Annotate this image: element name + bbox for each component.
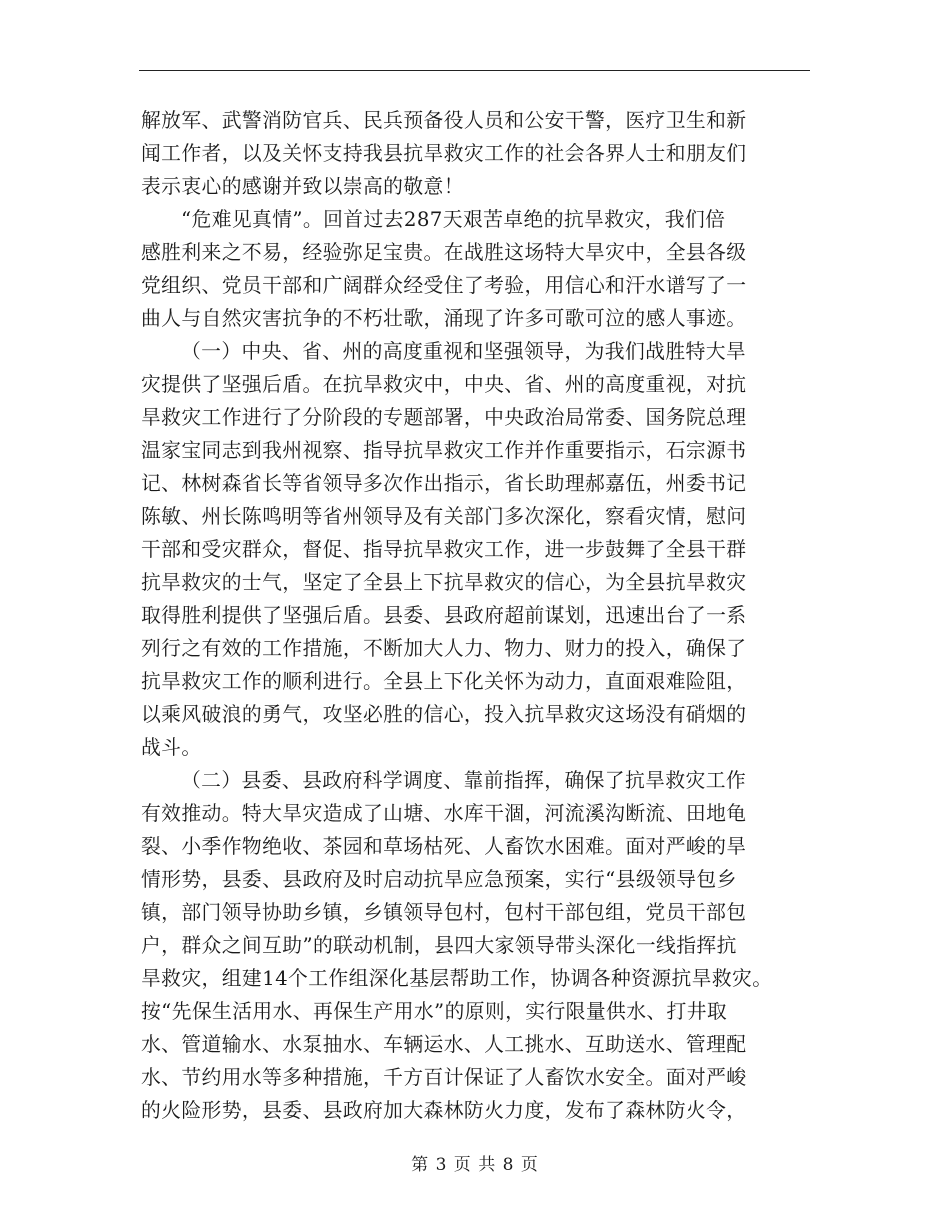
body-line-25: 镇，部门领导协助乡镇，乡镇领导包村，包村干部包组，党员干部包 <box>141 901 747 924</box>
body-line-20: 战斗。 <box>141 736 202 759</box>
body-line-27: 旱救灾，组建14个工作组深化基层帮助工作，协调各种资源抗旱救灾。 <box>141 967 773 990</box>
body-line-12: 记、林树森省长等省领导多次作出指示，省长助理郝嘉伍，州委书记 <box>141 472 747 495</box>
header-rule <box>139 70 810 71</box>
body-line-01: 解放军、武警消防官兵、民兵预备役人员和公安干警，医疗卫生和新 <box>141 109 747 132</box>
body-line-29: 水、管道输水、水泵抽水、车辆运水、人工挑水、互助送水、管理配 <box>141 1033 747 1056</box>
body-line-31: 的火险形势，县委、县政府加大森林防火力度，发布了森林防火令， <box>141 1099 747 1122</box>
body-line-03: 表示衷心的感谢并致以崇高的敬意！ <box>141 175 464 198</box>
body-line-22: 有效推动。特大旱灾造成了山塘、水库干涸，河流溪沟断流、田地龟 <box>141 802 747 825</box>
body-line-02: 闻工作者，以及关怀支持我县抗旱救灾工作的社会各界人士和朋友们 <box>141 142 747 165</box>
body-line-18: 抗旱救灾工作的顺利进行。全县上下化关怀为动力，直面艰难险阻， <box>141 670 747 693</box>
page-number-footer: 第 3 页 共 8 页 <box>411 1155 539 1175</box>
body-line-24: 情形势，县委、县政府及时启动抗旱应急预案，实行“县级领导包乡 <box>141 868 737 891</box>
body-line-19: 以乘风破浪的勇气，攻坚必胜的信心，投入抗旱救灾这场没有硝烟的 <box>141 703 747 726</box>
body-line-09: 灾提供了坚强后盾。在抗旱救灾中，中央、省、州的高度重视，对抗 <box>141 373 747 396</box>
body-line-30: 水、节约用水等多种措施，千方百计保证了人畜饮水安全。面对严峻 <box>141 1066 747 1089</box>
body-line-10: 旱救灾工作进行了分阶段的专题部署，中央政治局常委、国务院总理 <box>141 406 747 429</box>
body-line-11: 温家宝同志到我州视察、指导抗旱救灾工作并作重要指示，石宗源书 <box>141 439 747 462</box>
body-line-04: “危难见真情”。回首过去287天艰苦卓绝的抗旱救灾，我们倍 <box>181 208 726 231</box>
body-line-16: 取得胜利提供了坚强后盾。县委、县政府超前谋划，迅速出台了一系 <box>141 604 747 627</box>
body-line-21: （二）县委、县政府科学调度、靠前指挥，确保了抗旱救灾工作 <box>181 769 747 792</box>
body-line-26: 户，群众之间互助”的联动机制，县四大家领导带头深化一线指挥抗 <box>141 934 737 957</box>
body-line-14: 干部和受灾群众，督促、指导抗旱救灾工作，进一步鼓舞了全县干群 <box>141 538 747 561</box>
body-line-05: 感胜利来之不易，经验弥足宝贵。在战胜这场特大旱灾中，全县各级 <box>141 241 747 264</box>
body-line-28: 按“先保生活用水、再保生产用水”的原则，实行限量供水、打井取 <box>141 1000 728 1023</box>
body-line-17: 列行之有效的工作措施，不断加大人力、物力、财力的投入，确保了 <box>141 637 747 660</box>
body-line-15: 抗旱救灾的士气，坚定了全县上下抗旱救灾的信心，为全县抗旱救灾 <box>141 571 747 594</box>
body-line-07: 曲人与自然灾害抗争的不朽壮歌，涌现了许多可歌可泣的感人事迹。 <box>141 307 747 330</box>
body-line-06: 党组织、党员干部和广阔群众经受住了考验，用信心和汗水谱写了一 <box>141 274 747 297</box>
body-line-13: 陈敏、州长陈鸣明等省州领导及有关部门多次深化，察看灾情，慰问 <box>141 505 747 528</box>
body-line-08: （一）中央、省、州的高度重视和坚强领导，为我们战胜特大旱 <box>181 340 747 363</box>
body-line-23: 裂、小季作物绝收、茶园和草场枯死、人畜饮水困难。面对严峻的旱 <box>141 835 747 858</box>
